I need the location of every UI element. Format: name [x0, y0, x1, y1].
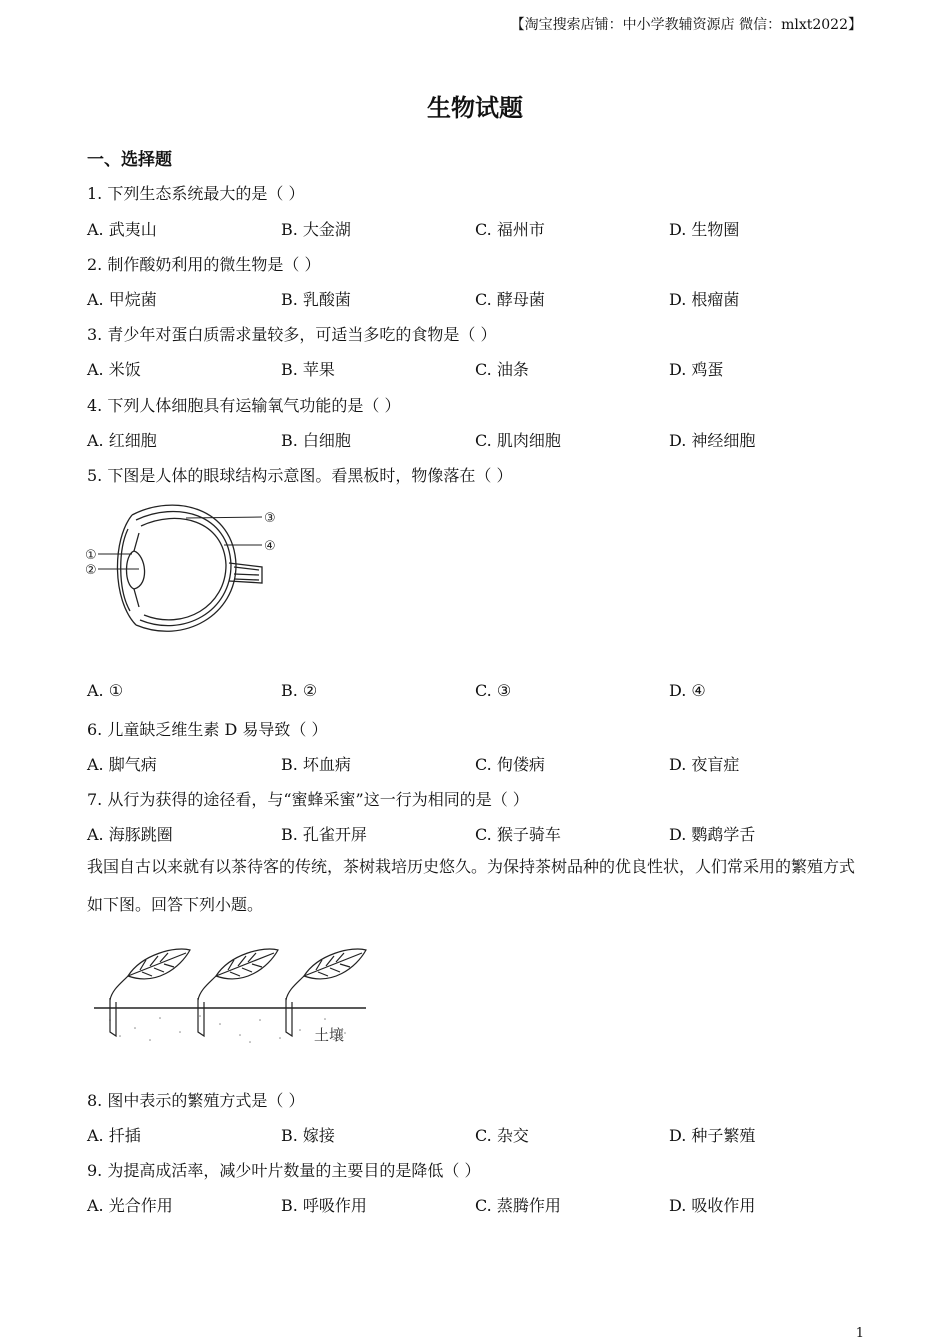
question-5-option-d: D. ④: [669, 681, 706, 700]
eye-structure-diagram: [84, 495, 284, 645]
question-5-options: [87, 681, 867, 703]
question-1-option-c: C. 福州市: [475, 220, 545, 239]
soil-label: 土壤: [314, 1026, 345, 1044]
question-7-option-b: B. 孔雀开屏: [281, 825, 367, 844]
question-7-options: [87, 822, 867, 844]
question-8-option-a: A. 扦插: [87, 1126, 141, 1145]
question-4-option-c: C. 肌肉细胞: [475, 431, 561, 450]
tea-cutting-diagram: [90, 940, 380, 1050]
question-8-option-c: C. 杂交: [475, 1126, 529, 1145]
question-6-options: [87, 752, 867, 774]
question-7-option-d: D. 鹦鹉学舌: [669, 825, 756, 844]
page-title: 生物试题: [427, 93, 523, 122]
question-2-stem: 2. 制作酸奶利用的微生物是（ ）: [87, 255, 321, 274]
question-3-option-a: A. 米饭: [87, 360, 141, 379]
question-3-stem: 3. 青少年对蛋白质需求量较多，可适当多吃的食物是（ ）: [87, 325, 497, 344]
question-1-stem: 1. 下列生态系统最大的是（ ）: [87, 184, 305, 203]
question-4-options: [87, 428, 867, 450]
question-4-option-b: B. 白细胞: [281, 431, 351, 450]
question-5-stem: 5. 下图是人体的眼球结构示意图。看黑板时，物像落在（ ）: [87, 466, 513, 485]
question-7-option-c: C. 猴子骑车: [475, 825, 561, 844]
question-2-option-d: D. 根瘤菌: [669, 290, 740, 309]
question-6-option-b: B. 坏血病: [281, 755, 351, 774]
question-8-options: [87, 1123, 867, 1145]
question-6-option-d: D. 夜盲症: [669, 755, 740, 774]
question-8-option-b: B. 嫁接: [281, 1126, 335, 1145]
page-number: 1: [855, 1326, 864, 1341]
eye-label-4: ④: [264, 539, 276, 554]
question-4-option-d: D. 神经细胞: [669, 431, 756, 450]
question-1-options: [87, 217, 867, 239]
question-6-option-c: C. 佝偻病: [475, 755, 545, 774]
question-4-stem: 4. 下列人体细胞具有运输氧气功能的是（ ）: [87, 396, 401, 415]
question-5-option-a: A. ①: [87, 681, 124, 700]
question-3-option-c: C. 油条: [475, 360, 529, 379]
question-9-stem: 9. 为提高成活率，减少叶片数量的主要目的是降低（ ）: [87, 1161, 481, 1180]
question-7-stem: 7. 从行为获得的途径看，与“蜜蜂采蜜”这一行为相同的是（ ）: [87, 790, 529, 809]
question-9-option-c: C. 蒸腾作用: [475, 1196, 561, 1215]
question-4-option-a: A. 红细胞: [87, 431, 157, 450]
eye-label-1: ①: [85, 548, 97, 563]
question-6-stem: 6. 儿童缺乏维生素 D 易导致（ ）: [87, 720, 328, 739]
question-2-option-b: B. 乳酸菌: [281, 290, 351, 309]
question-5-option-b: B. ②: [281, 681, 318, 700]
question-8-stem: 8. 图中表示的繁殖方式是（ ）: [87, 1091, 305, 1110]
question-3-options: [87, 357, 867, 379]
question-2-options: [87, 287, 867, 309]
question-6-option-a: A. 脚气病: [87, 755, 157, 774]
question-8-option-d: D. 种子繁殖: [669, 1126, 756, 1145]
question-7-option-a: A. 海豚跳圈: [87, 825, 173, 844]
question-2-option-c: C. 酵母菌: [475, 290, 545, 309]
question-9-option-b: B. 呼吸作用: [281, 1196, 367, 1215]
question-3-option-b: B. 苹果: [281, 360, 335, 379]
reading-passage: 我国自古以来就有以茶待客的传统，茶树栽培历史悠久。为保持茶树品种的优良性状，人们常采用的繁殖方式如下图。回答下列小题。: [87, 857, 856, 914]
question-3-option-d: D. 鸡蛋: [669, 360, 724, 379]
question-2-option-a: A. 甲烷菌: [87, 290, 157, 309]
section-heading: 一、选择题: [87, 150, 172, 170]
question-5-option-c: C. ③: [475, 681, 512, 700]
question-1-option-b: B. 大金湖: [281, 220, 351, 239]
question-9-option-d: D. 吸收作用: [669, 1196, 756, 1215]
eye-label-2: ②: [85, 563, 97, 578]
question-9-options: [87, 1193, 867, 1215]
eye-label-3: ③: [264, 511, 276, 526]
question-9-option-a: A. 光合作用: [87, 1196, 173, 1215]
question-1-option-a: A. 武夷山: [87, 220, 157, 239]
header-note: 【淘宝搜索店铺：中小学教辅资源店 微信：mlxt2022】: [510, 17, 862, 33]
question-1-option-d: D. 生物圈: [669, 220, 740, 239]
